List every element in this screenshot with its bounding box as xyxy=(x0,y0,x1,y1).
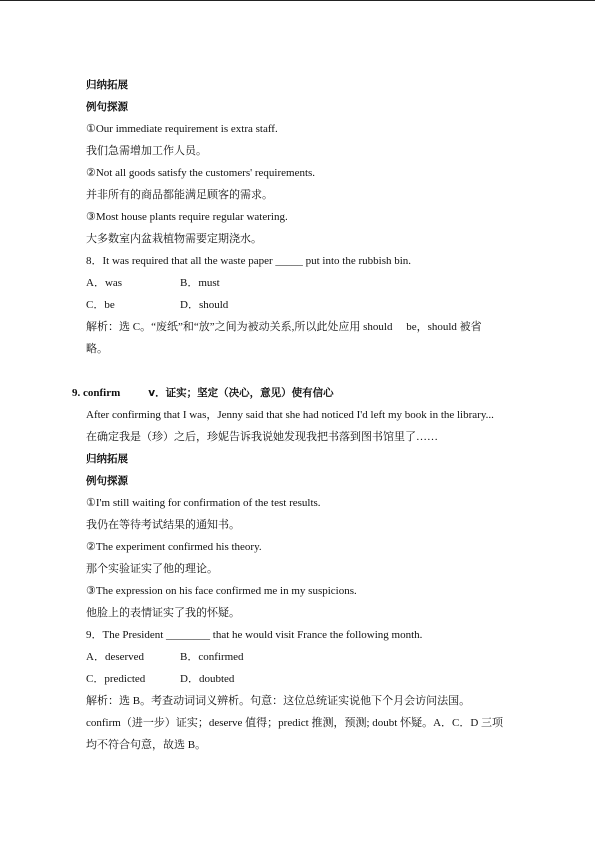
example-sentence-en: ②The experiment confirmed his theory. xyxy=(86,541,262,553)
question-8: 8．It was required that all the waste paper _____ put into the rubbish bin. xyxy=(86,255,412,267)
section-heading-examples: 例句探源 xyxy=(86,101,128,113)
example-sentence-zh: 并非所有的商品都能满足顾客的需求。 xyxy=(86,189,273,201)
option-c: C．be xyxy=(86,299,115,311)
example-sentence-zh: 大多数室内盆栽植物需要定期浇水。 xyxy=(86,233,262,245)
section-heading-examples: 例句探源 xyxy=(86,475,128,487)
question-9: 9．The President ________ that he would visit France the following month. xyxy=(86,629,423,641)
vocab-word: 9. confirm xyxy=(72,387,121,399)
vocab-definition: v．证实；坚定（决心，意见）使有信心 xyxy=(148,387,334,399)
option-b: B．confirmed xyxy=(180,651,244,663)
option-a: A．deserved xyxy=(86,651,145,663)
example-sentence-en: ①Our immediate requirement is extra staff. xyxy=(86,123,278,135)
example-sentence-en: ①I'm still waiting for confirmation of the test results. xyxy=(86,497,321,509)
option-c: C．predicted xyxy=(86,673,146,685)
answer-explanation: 均不符合句意，故选 B。 xyxy=(86,739,207,751)
example-sentence-en: ③Most house plants require regular watering. xyxy=(86,211,288,223)
answer-explanation: 略。 xyxy=(86,343,108,355)
option-d: D．should xyxy=(180,299,229,311)
example-sentence-zh: 我们急需增加工作人员。 xyxy=(86,145,207,157)
example-sentence-zh: 我仍在等待考试结果的通知书。 xyxy=(86,519,240,531)
context-sentence-zh: 在确定我是（珍）之后，珍妮告诉我说她发现我把书落到图书馆里了…… xyxy=(86,431,438,443)
option-d: D．doubted xyxy=(180,673,235,685)
section-heading-summary: 归纳拓展 xyxy=(86,79,128,91)
answer-explanation: 解析：选 C。“废纸”和“放”之间为被动关系,所以此处应用 should be，should 被省 xyxy=(86,321,482,333)
section-heading-summary: 归纳拓展 xyxy=(86,453,128,465)
vocab-heading xyxy=(72,385,547,401)
example-sentence-en: ③The expression on his face confirmed me in my suspicions. xyxy=(86,585,357,597)
answer-explanation: confirm（进一步）证实；deserve 值得；predict 推测，预测; doubt 怀疑。A．C．D 三项 xyxy=(86,717,504,729)
answer-explanation: 解析：选 B。考查动词词义辨析。句意：这位总统证实说他下个月会访问法国。 xyxy=(86,695,471,707)
example-sentence-zh: 他脸上的表情证实了我的怀疑。 xyxy=(86,607,240,619)
option-b: B．must xyxy=(180,277,220,289)
context-sentence-en: After confirming that I was，Jenny said that she had noticed I'd left my book in the library... xyxy=(86,409,494,421)
example-sentence-zh: 那个实验证实了他的理论。 xyxy=(86,563,218,575)
example-sentence-en: ②Not all goods satisfy the customers' requirements. xyxy=(86,167,316,179)
option-a: A．was xyxy=(86,277,123,289)
